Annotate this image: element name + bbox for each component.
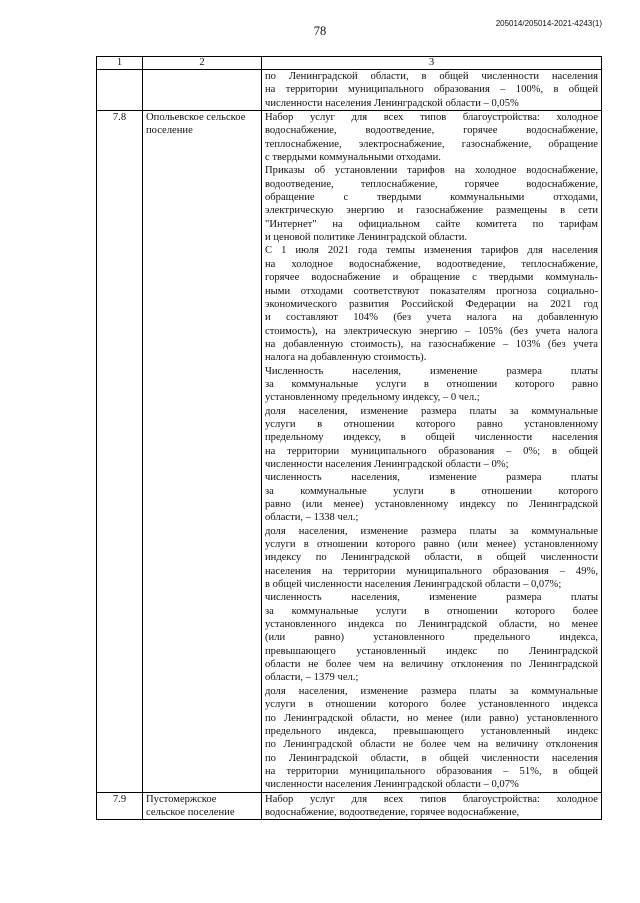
- text-line: за коммунальные услуги в отношении которого более: [265, 605, 598, 617]
- text-line: численности населения Ленинградской области – 0%;: [265, 458, 509, 470]
- text-line: Набор услуг для всех типов благоустройства: холодное: [265, 793, 598, 805]
- text-line: доля населения, изменение размера платы за коммунальные: [265, 685, 598, 697]
- text-line: численность населения, изменение размера платы: [265, 592, 598, 604]
- text-line: (или равно) установленного предельного индекса,: [265, 632, 598, 644]
- text-line: доля населения, изменение размера платы за коммунальные: [265, 405, 598, 417]
- text-line: области, – 1379 чел.;: [265, 672, 359, 684]
- text-line: на добавленную стоимость), на газоснабжение – 103% (без учета: [265, 338, 598, 350]
- text-line: ными отходами соответствуют показателям прогноза социально-: [265, 285, 598, 297]
- text-line: доля населения, изменение размера платы за коммунальные: [265, 525, 598, 537]
- description-cell: [262, 70, 602, 111]
- text-line: предельному индексу, в общей численности населения: [265, 432, 598, 444]
- row-number: 7.8: [97, 111, 143, 793]
- text-line: экономического развития Российской Федерации на 2021 год: [265, 298, 598, 310]
- column-header: 3: [262, 57, 602, 70]
- text-line: на территории муниципального образования – 51%, в общей: [265, 765, 598, 777]
- column-header: 2: [143, 57, 262, 70]
- text-line: С 1 июля 2021 года темпы изменения тарифов для населения: [265, 245, 598, 257]
- document-id: 205014/205014-2021-4243(1): [495, 19, 602, 28]
- text-line: и составляют 104% (без учета налога на добавленную: [265, 312, 598, 324]
- text-line: предельного индекса, превышающего установленный индекс: [265, 725, 598, 737]
- text-line: на холодное водоснабжение, водоотведение, теплоснабжение,: [265, 258, 598, 270]
- text-line: численности населения Ленинградской области – 0,07%: [265, 779, 519, 791]
- row-number: 7.9: [97, 792, 143, 820]
- text-line: с твердыми коммунальными отходами.: [265, 152, 441, 164]
- settlement-name: Пустомержское сельское поселение: [143, 792, 262, 820]
- text-line: услуги в отношении которого равно (или менее) установленному: [265, 539, 598, 551]
- text-line: Набор услуг для всех типов благоустройства: холодное: [265, 112, 598, 124]
- text-line: на территории муниципального образования – 0%; в общей: [265, 445, 598, 457]
- tariff-table: [96, 56, 602, 820]
- text-line: стоимость), на электрическую энергию – 105% (без учета налога: [265, 325, 598, 337]
- text-line: населения на территории муниципального образования – 49%,: [265, 565, 598, 577]
- text-line: по Ленинградской области не более чем на величину отклонения: [265, 739, 598, 751]
- text-line: горячее водоснабжение и обращение с твердыми коммуналь-: [265, 272, 598, 284]
- text-line: услуги в отношении которого равно установленному: [265, 418, 598, 430]
- text-line: водоснабжение, водоотведение, горячее водоснабжение,: [265, 806, 520, 818]
- text-line: "Интернет" на официальном сайте комитета по тарифам: [265, 218, 598, 230]
- settlement-name: Опольевское сельское поселение: [143, 111, 262, 793]
- text-line: равно (или менее) установленному индексу по Ленинградской: [265, 499, 598, 510]
- text-line: и ценовой политике Ленинградской области.: [265, 232, 468, 244]
- settlement-name: [143, 70, 262, 111]
- text-line: в общей численности населения Ленинградской области – 0,07%;: [265, 579, 562, 591]
- text-line: области не более чем на величину отклонения по Ленинградской: [265, 659, 598, 671]
- text-line: установленного индекса по Ленинградской области, но менее: [265, 619, 598, 631]
- text-line: электрическую энергию и газоснабжение размещены в сети: [265, 205, 598, 217]
- text-line: области, – 1338 чел.;: [265, 512, 359, 524]
- text-line: численность населения, изменение размера платы: [265, 472, 598, 484]
- column-header: 1: [97, 57, 143, 70]
- text-line: по Ленинградской области, но менее (или равно) установленного: [265, 712, 598, 724]
- text-line: по Ленинградской области, в общей численности населения: [265, 752, 598, 764]
- text-line: налога на добавленную стоимость).: [265, 352, 427, 364]
- page-number: 78: [313, 24, 327, 38]
- table-row: [97, 792, 602, 820]
- description-cell: [262, 792, 602, 820]
- table-row: [97, 70, 602, 111]
- text-line: обращение с твердыми коммунальными отходами,: [265, 192, 598, 204]
- text-line: за коммунальные услуги в отношении которого равно: [265, 378, 598, 390]
- text-line: превышающего установленный индекс по Ленинградской: [265, 645, 598, 657]
- text-line: водоотведение, теплоснабжение, горячее водоснабжение,: [265, 178, 598, 190]
- text-line: водоснабжение, водоотведение, горячее водоснабжение,: [265, 125, 598, 137]
- description-cell: [262, 111, 602, 793]
- text-line: услуги в отношении которого более установленного индекса: [265, 699, 598, 711]
- text-line: теплоснабжение, электроснабжение, газоснабжение, обращение: [265, 138, 598, 150]
- text-line: за коммунальные услуги в отношении которого: [265, 485, 598, 497]
- text-line: установленному предельному индексу, – 0 чел.;: [265, 392, 480, 404]
- row-number: [97, 70, 143, 111]
- table-row: [97, 111, 602, 793]
- table-header-row: [97, 57, 602, 70]
- text-line: индексу по Ленинградской области, в общей численности: [265, 552, 598, 564]
- text-line: Численность населения, изменение размера платы: [265, 365, 598, 377]
- text-line: по Ленинградской области, в общей численности населения: [265, 71, 598, 82]
- text-line: Приказы об установлении тарифов на холодное водоснабжение,: [265, 165, 598, 177]
- text-line: численности населения Ленинградской области – 0,05%: [265, 97, 519, 109]
- text-line: на территории муниципального образования – 100%, в общей: [265, 84, 598, 96]
